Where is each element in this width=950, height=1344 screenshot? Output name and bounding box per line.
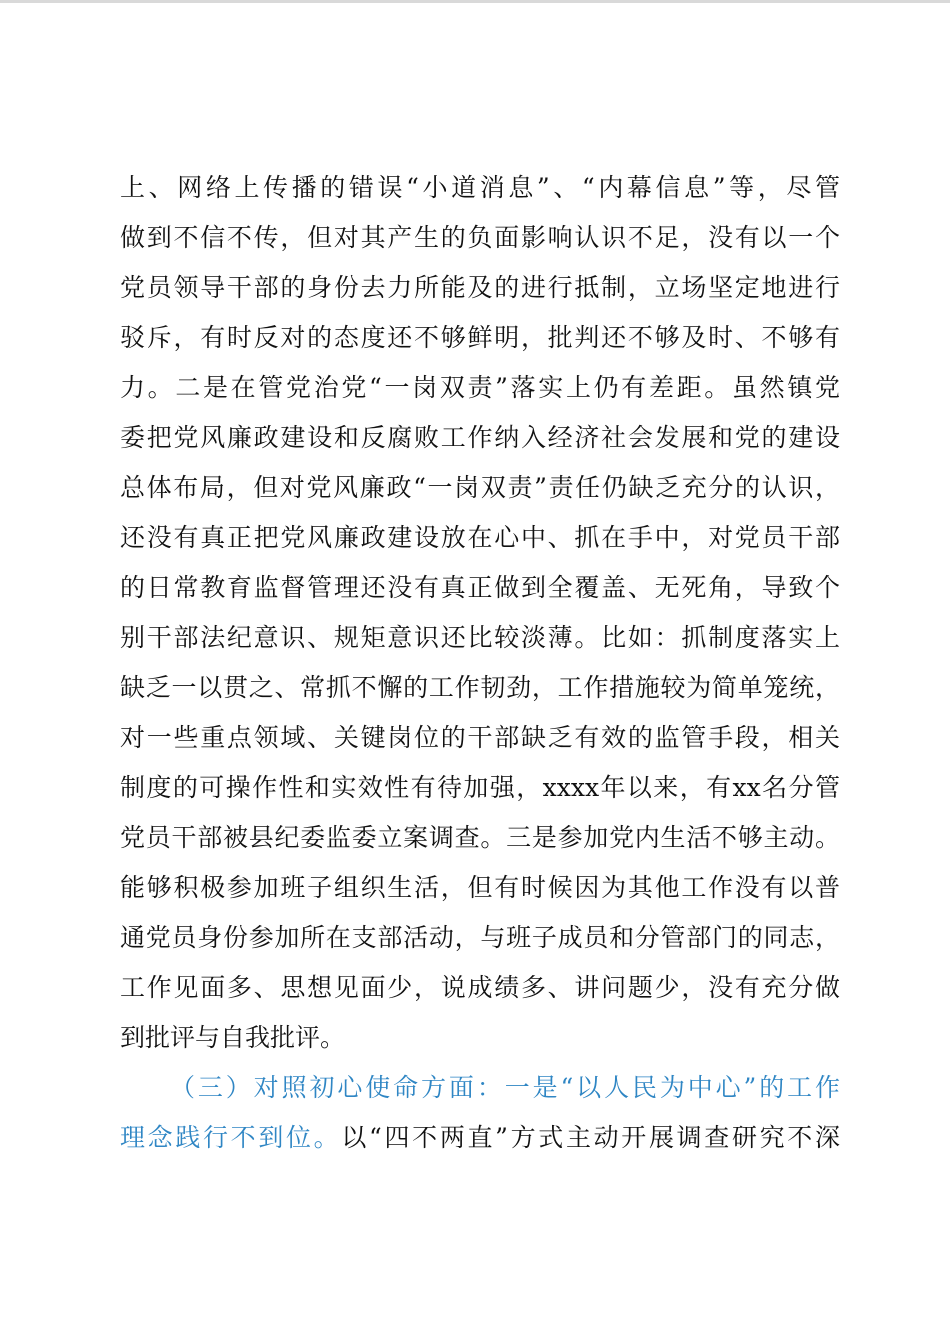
text-line: 上、网络上传播的错误“小道消息”、“内幕信息”等，尽管 xyxy=(120,173,840,202)
text-line: 通党员身份参加所在支部活动，与班子成员和分管部门的同志， xyxy=(120,923,840,952)
text-line: 委把党风廉政建设和反腐败工作纳入经济社会发展和党的建设 xyxy=(120,423,840,452)
text-line: 的日常教育监督管理还没有真正做到全覆盖、无死角，导致个 xyxy=(120,573,840,602)
section-heading-line-2 xyxy=(120,1120,840,1156)
text-line: 别干部法纪意识、规矩意识还比较淡薄。比如：抓制度落实上 xyxy=(120,623,840,652)
text-line: 做到不信不传，但对其产生的负面影响认识不足，没有以一个 xyxy=(120,223,840,252)
text-line: 到批评与自我批评。 xyxy=(120,1023,346,1052)
section-heading-emphasis: 理念践行不到位。 xyxy=(120,1123,342,1152)
page-top-border xyxy=(0,0,950,3)
section-heading-line: （三）对照初心使命方面：一是“以人民为中心”的工作 xyxy=(170,1073,840,1102)
text-line: 能够积极参加班子组织生活，但有时候因为其他工作没有以普 xyxy=(120,873,840,902)
text-line: 总体布局，但对党风廉政“一岗双责”责任仍缺乏充分的认识， xyxy=(120,473,840,502)
text-line: 制度的可操作性和实效性有待加强，xxxx年以来，有xx名分管 xyxy=(120,773,840,802)
text-line: 党员干部被县纪委监委立案调查。三是参加党内生活不够主动。 xyxy=(120,823,840,852)
text-line: 对一些重点领域、关键岗位的干部缺乏有效的监管手段，相关 xyxy=(120,723,840,752)
text-line: 缺乏一以贯之、常抓不懈的工作韧劲，工作措施较为简单笼统， xyxy=(120,673,840,702)
text-line: 还没有真正把党风廉政建设放在心中、抓在手中，对党员干部 xyxy=(120,523,840,552)
text-line: 力。二是在管党治党“一岗双责”落实上仍有差距。虽然镇党 xyxy=(120,373,840,402)
text-line: 工作见面多、思想见面少，说成绩多、讲问题少，没有充分做 xyxy=(120,973,840,1002)
text-line: 党员领导干部的身份去力所能及的进行抵制，立场坚定地进行 xyxy=(120,273,840,302)
section-body-text: 以“四不两直”方式主动开展调查研究不深 xyxy=(341,1123,840,1152)
text-line: 驳斥，有时反对的态度还不够鲜明，批判还不够及时、不够有 xyxy=(120,323,840,352)
